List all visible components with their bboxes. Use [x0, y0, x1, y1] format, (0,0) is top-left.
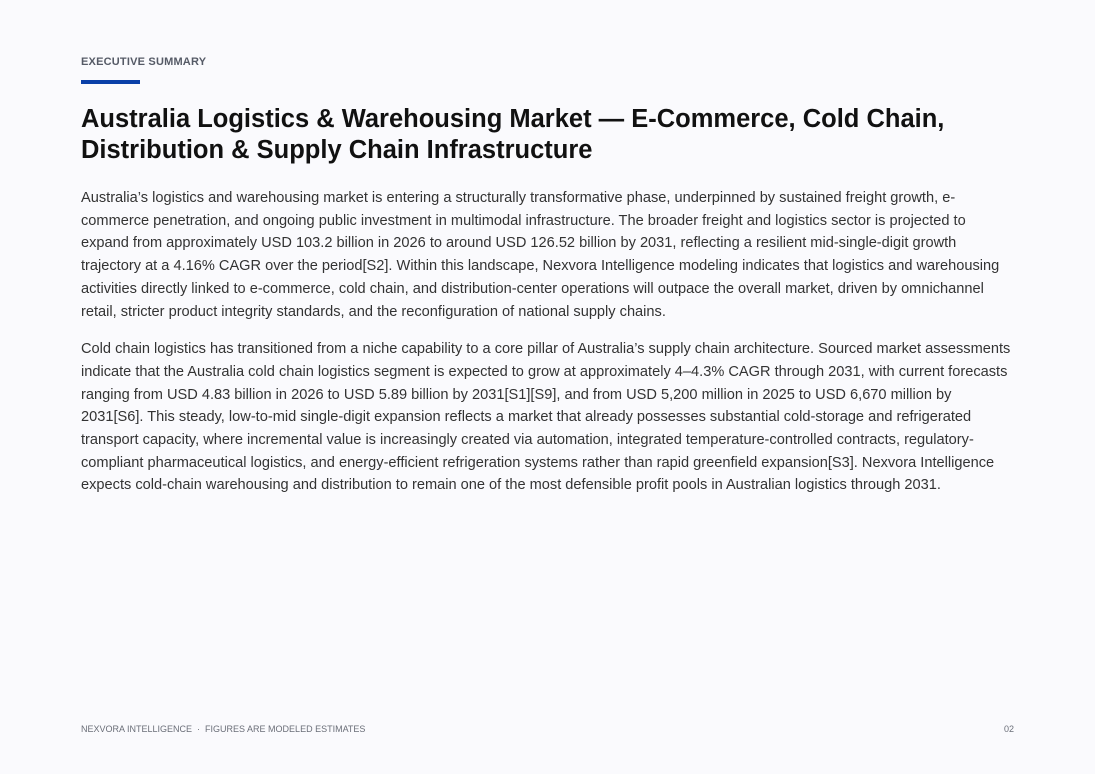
page-number: 02	[1003, 724, 1014, 734]
footer-separator: ·	[197, 724, 201, 734]
page-title: Australia Logistics & Warehousing Market — E-Commerce, Cold Chain, Distribution & Supply Chain Infrastructure	[81, 105, 945, 164]
footer-brand: NEXVORA INTELLIGENCE	[81, 724, 193, 734]
footer-left	[81, 724, 365, 734]
footer-note: FIGURES ARE MODELED ESTIMATES	[205, 724, 366, 734]
page-footer	[81, 724, 1014, 734]
section-eyebrow: EXECUTIVE SUMMARY	[81, 56, 207, 68]
accent-rule	[81, 80, 140, 84]
summary-paragraph-2: Cold chain logistics has transitioned from a niche capability to a core pillar of Australia’s supply chain architecture. Sourced market assessments indicate that the Australia cold chain logistics segment is expected to grow at approximately 4–4.3% CAGR through 2031, with current forecasts ranging from USD 4.83 billion in 2026 to USD 5.89 billion by 2031[S1][S9], and from USD 5,200 million in 2025 to USD 6,670 million by 2031[S6]. This steady, low-to-mid single-digit expansion reflects a market that already possesses substantial cold-storage and refrigerated transport capacity, where incremental value is increasingly created via automation, integrated temperature-controlled contracts, regulatory-compliant pharmaceutical logistics, and energy-efficient refrigeration systems rather than rapid greenfield expansion[S3]. Nexvora Intelligence expects cold-chain warehousing and distribution to remain one of the most defensible profit pools in Australian logistics through 2031.	[81, 341, 1011, 494]
summary-body	[81, 187, 1016, 512]
report-page	[81, 0, 1016, 774]
summary-paragraph-1: Australia’s logistics and warehousing market is entering a structurally transformative phase, underpinned by sustained freight growth, e-commerce penetration, and ongoing public investment in multimodal infrastructure. The broader freight and logistics sector is projected to expand from approximately USD 103.2 billion in 2026 to around USD 126.52 billion by 2031, reflecting a resilient mid-single-digit growth trajectory at a 4.16% CAGR over the period[S2]. Within this landscape, Nexvora Intelligence modeling indicates that logistics and warehousing activities directly linked to e-commerce, cold chain, and distribution-center operations will outpace the overall market, driven by omnichannel retail, stricter product integrity standards, and the reconfiguration of national supply chains.	[81, 190, 1000, 320]
